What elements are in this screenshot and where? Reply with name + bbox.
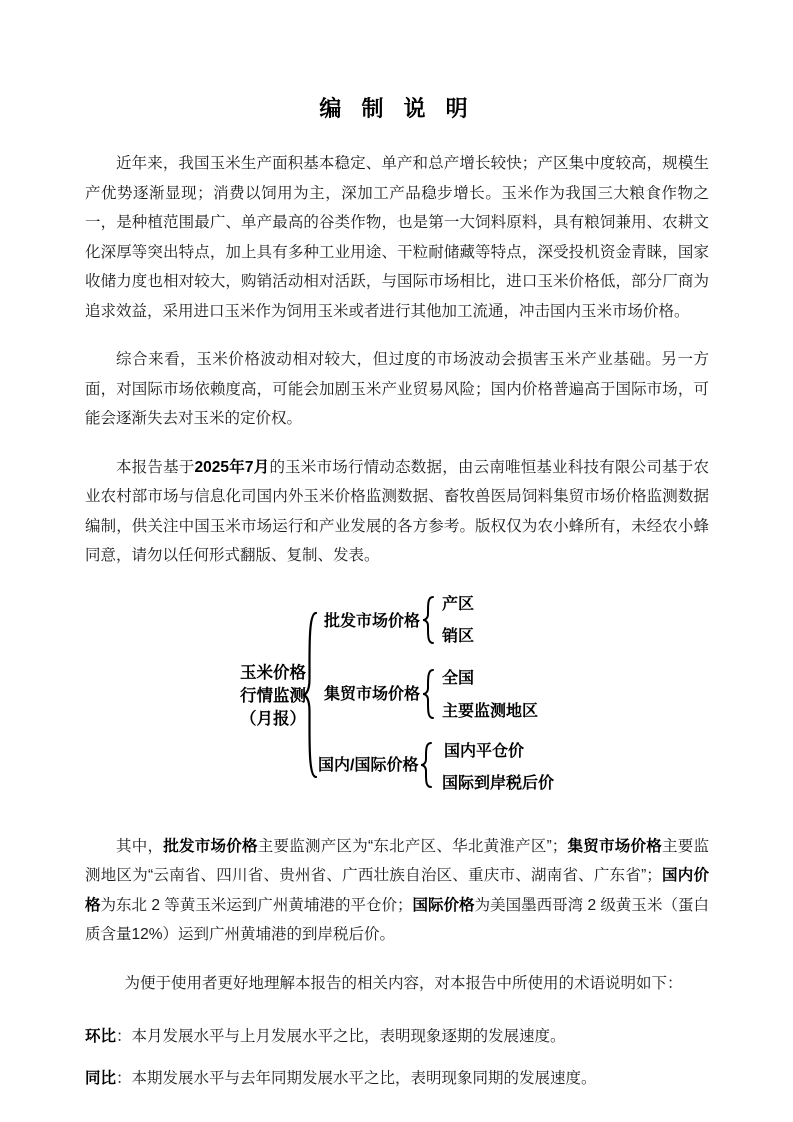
diagram-leaf-production-area: 产区 — [442, 595, 475, 613]
diagram-root-line: 玉米价格 — [240, 663, 306, 682]
term-definition-mom — [85, 1022, 709, 1052]
term-yoy-label: 同比 — [85, 1069, 117, 1087]
paragraph-intro-text: 近年来，我国玉米生产面积基本稳定、单产和总产增长较快；产区集中度较高，规模生产优势逐渐显现；消费以饲用为主，深加工产品稳步增长。玉米作为我国三大粮食作物之一，是种植范围最广、单产最高的谷类作物，也是第一大饲料原料，具有粮饲兼用、农耕文化深厚等突出特点，加上具有多种工业用途、干粒耐储藏等特点，深受投机资金青睐，国家收储力度也相对较大，购销活动相对活跃，与国际市场相比，进口玉米价格低，部分厂商为追求效益，采用进口玉米作为饲用玉米或者进行其他加工流通，冲击国内玉米市场价格。 — [85, 155, 709, 320]
document-content — [85, 92, 709, 1105]
term-international-price: 国际价格 — [412, 896, 475, 914]
term-mom-label: 环比 — [85, 1028, 117, 1045]
diagram-root-line: 行情监测 — [240, 686, 306, 705]
scope-run: 为美国墨西哥湾 2 级黄玉米（蛋白质含量12%）运到广州黄埔港的到岸税后价。 — [85, 896, 709, 943]
paragraph-overview — [85, 345, 709, 434]
paragraph-terms-intro — [85, 969, 709, 999]
page-title: 编 制 说 明 — [319, 96, 475, 121]
scope-run: 为东北 2 等黄玉米运到广州黄埔港的平仓价； — [100, 896, 413, 914]
diagram-leaf-international-price: 国际到岸税后价 — [442, 774, 555, 792]
paragraph-monitoring-scope — [85, 832, 709, 950]
brace-icon — [419, 742, 433, 788]
diagram-leaf-key-regions: 主要监测地区 — [442, 702, 539, 720]
term-definition-yoy — [85, 1064, 709, 1094]
corn-price-monitoring-diagram — [85, 590, 709, 808]
brace-icon — [421, 669, 435, 719]
basis-run: 的玉米市场行情动态数据，由云南唯恒基业科技有限公司基于农业农村部市场与信息化司国内外玉米价格监测数据、畜牧兽医局饲料集贸市场价格监测数据编制，供关注中国玉米市场运行和产业发展的各方参考。版权仅为农小蜂所有，未经农小蜂同意，请勿以任何形式翻版、复制、发表。 — [85, 458, 709, 564]
brace-icon — [421, 596, 435, 644]
brace-icon — [301, 612, 319, 778]
scope-run: 其中， — [116, 837, 164, 855]
scope-run: 主要监测地区为“云南省、四川省、贵州省、广西壮族自治区、重庆市、湖南省、广东省”； — [85, 837, 709, 884]
paragraph-report-basis — [85, 453, 709, 571]
diagram-leaf-sales-area: 销区 — [442, 627, 475, 645]
paragraph-intro — [85, 149, 709, 326]
report-period: 2025年7月 — [194, 458, 270, 476]
diagram-root-line: （月报） — [240, 709, 306, 728]
terms-intro-text: 为便于使用者更好地理解本报告的相关内容，对本报告中所使用的术语说明如下： — [124, 974, 683, 992]
diagram-leaf-domestic-price: 国内平仓价 — [444, 742, 525, 760]
diagram-leaf-national: 全国 — [442, 669, 475, 687]
term-farmers-market-price: 集贸市场价格 — [567, 837, 662, 855]
diagram-branch-wholesale: 批发市场价格 — [324, 612, 421, 630]
term-wholesale-price: 批发市场价格 — [163, 837, 258, 855]
paragraph-overview-text: 综合来看，玉米价格波动相对较大，但过度的市场波动会损害玉米产业基础。另一方面，对国际市场依赖度高，可能会加剧玉米产业贸易风险；国内价格普遍高于国际市场，可能会逐渐失去对玉米的定价权。 — [85, 351, 709, 427]
scope-run: 主要监测产区为“东北产区、华北黄淮产区”； — [257, 837, 568, 855]
diagram-root-label — [235, 662, 311, 731]
diagram-branch-domestic-international: 国内/国际价格 — [318, 756, 419, 774]
term-yoy-definition: ：本期发展水平与去年同期发展水平之比，表明现象同期的发展速度。 — [116, 1069, 597, 1087]
diagram-branch-farmers-market: 集贸市场价格 — [324, 685, 421, 703]
basis-run: 本报告基于 — [116, 458, 195, 476]
term-mom-definition: ：本月发展水平与上月发展水平之比，表明现象逐期的发展速度。 — [116, 1028, 566, 1045]
term-domestic-price: 国内价格 — [85, 867, 709, 914]
